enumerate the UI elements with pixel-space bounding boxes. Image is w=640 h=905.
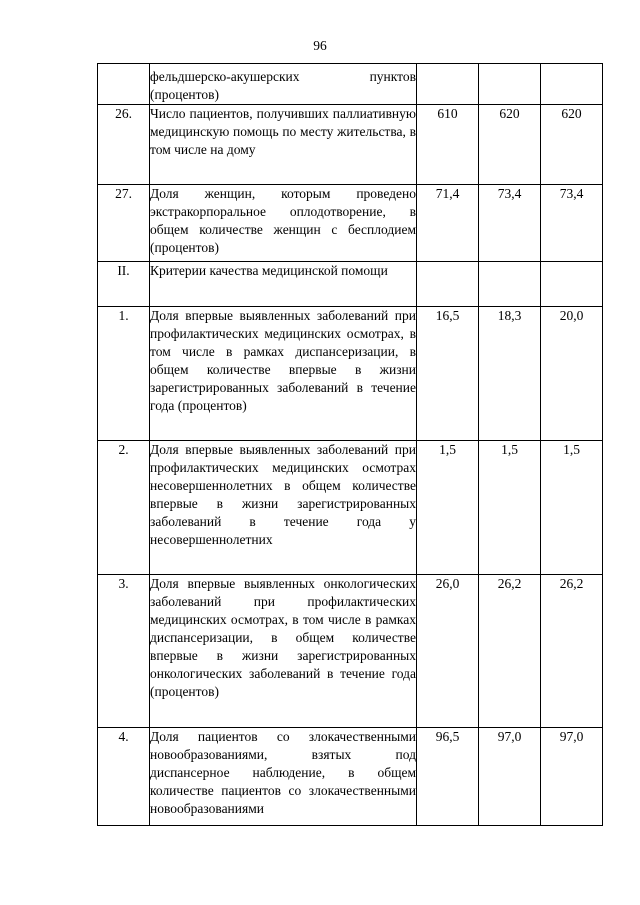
row-value-2: 73,4: [479, 185, 541, 262]
row-description: Доля впервые выявленных заболеваний при профилактических медицинских осмотрах несовершеннолетних в общем количестве впервые в жизни зарегистрированных заболеваний в течение года у несовершеннолетних: [150, 441, 417, 575]
table-row: [98, 105, 603, 185]
row-value-1: 71,4: [417, 185, 479, 262]
row-value-2: 97,0: [479, 728, 541, 826]
row-description: Доля женщин, которым проведено экстракорпоральное оплодотворение, в общем количестве женщин с бесплодием (процентов): [150, 185, 417, 262]
row-description: Доля впервые выявленных заболеваний при профилактических медицинских осмотрах, в том числе в рамках диспансеризации, в общем количестве впервые в жизни зарегистрированных заболеваний в течение года (процентов): [150, 307, 417, 441]
row-value-3: 73,4: [541, 185, 603, 262]
row-description: Критерии качества медицинской помощи: [150, 262, 417, 307]
row-number: 4.: [98, 728, 150, 826]
criteria-table-body: [98, 64, 603, 826]
row-value-2: 620: [479, 105, 541, 185]
table-row: [98, 185, 603, 262]
row-value-3: 620: [541, 105, 603, 185]
row-number: 1.: [98, 307, 150, 441]
row-number: 26.: [98, 105, 150, 185]
row-description: фельдшерско-акушерских пунктов (процентов): [150, 64, 417, 105]
row-value-3: 1,5: [541, 441, 603, 575]
table-row: [98, 64, 603, 105]
table-row: [98, 575, 603, 728]
row-value-2: 1,5: [479, 441, 541, 575]
row-number: [98, 64, 150, 105]
row-value-1: 96,5: [417, 728, 479, 826]
row-value-1: 610: [417, 105, 479, 185]
row-value-2: [479, 262, 541, 307]
row-description: Доля впервые выявленных онкологических заболеваний при профилактических медицинских осмотрах, в том числе в рамках диспансеризации, в общем количестве впервые в жизни зарегистрированных онкологических заболеваний в течение года (процентов): [150, 575, 417, 728]
row-value-1: [417, 64, 479, 105]
row-value-3: 97,0: [541, 728, 603, 826]
row-value-2: [479, 64, 541, 105]
table-row: [98, 441, 603, 575]
row-description: Доля пациентов со злокачественными новообразованиями, взятых под диспансерное наблюдение, в общем количестве пациентов со злокачественными новообразованиями: [150, 728, 417, 826]
row-number: 3.: [98, 575, 150, 728]
page-number: 96: [313, 38, 327, 53]
row-value-1: [417, 262, 479, 307]
row-value-3: [541, 64, 603, 105]
table-row: [98, 262, 603, 307]
table-row: [98, 728, 603, 826]
row-number: 27.: [98, 185, 150, 262]
row-value-1: 26,0: [417, 575, 479, 728]
row-value-2: 18,3: [479, 307, 541, 441]
table-row: [98, 307, 603, 441]
row-value-3: 20,0: [541, 307, 603, 441]
row-value-2: 26,2: [479, 575, 541, 728]
criteria-table: [97, 63, 603, 826]
row-value-3: [541, 262, 603, 307]
row-number: II.: [98, 262, 150, 307]
row-value-1: 16,5: [417, 307, 479, 441]
row-value-3: 26,2: [541, 575, 603, 728]
row-description: Число пациентов, получивших паллиативную медицинскую помощь по месту жительства, в том числе на дому: [150, 105, 417, 185]
row-number: 2.: [98, 441, 150, 575]
row-value-1: 1,5: [417, 441, 479, 575]
